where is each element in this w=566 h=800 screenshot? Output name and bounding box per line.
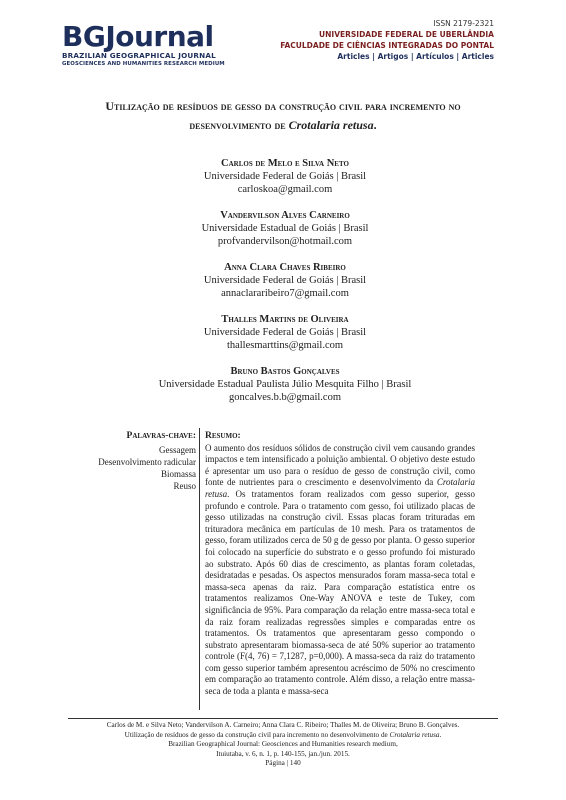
- keyword: Reuso: [173, 481, 196, 491]
- footer-rule: [68, 718, 498, 719]
- issn: ISSN 2179-2321: [433, 19, 494, 28]
- author-email[interactable]: thallesmarttins@gmail.com: [226, 340, 344, 351]
- university-name: UNIVERSIDADE FEDERAL DE UBERLÂNDIA: [319, 30, 494, 39]
- author-block: [150, 313, 420, 352]
- author-block: [120, 365, 450, 404]
- author-affiliation: Universidade Federal de Goiás | Brasil: [203, 275, 367, 286]
- keyword: Biomassa: [161, 469, 196, 479]
- author-block: [150, 157, 420, 196]
- logo-tagline: GEOSCIENCES AND HUMANITIES RESEARCH MEDIUM: [62, 61, 225, 67]
- author-name: Vandervilson Alves Carneiro: [220, 210, 350, 221]
- author-affiliation: Universidade Estadual de Goiás | Brasil: [201, 223, 369, 234]
- author-affiliation: Universidade Federal de Goiás | Brasil: [203, 171, 367, 182]
- abstract: [205, 431, 475, 698]
- page-number: Página | 140: [265, 759, 301, 767]
- keywords-title: Palavras-chave:: [126, 431, 196, 441]
- keyword: Gessagem: [159, 445, 196, 455]
- keywords-panel: [95, 430, 196, 492]
- author-name: Carlos de Melo e Silva Neto: [221, 158, 349, 169]
- author-affiliation: Universidade Federal de Goiás | Brasil: [203, 327, 367, 338]
- author-email[interactable]: annaclararibeiro7@gmail.com: [221, 288, 349, 299]
- abstract-text: O aumento dos resíduos sólidos de construção civil vem causando grandes impactos e tem intensificado a poluição ambiental. O objetivo deste estudo é apresentar um uso para o resíduo de gesso de construção civil, como fonte de nutrientes para o crescimento e desenvolvimento da: [205, 442, 475, 488]
- abstract-title: Resumo:: [205, 431, 241, 441]
- citation-journal: Brazilian Geographical Journal: Geosciences and Humanities research medium,: [168, 740, 398, 748]
- abstract-text-cont: . Os tratamentos foram realizados com gesso superior, gesso profundo e controle. Para o tratamento com gesso, foi utilizado placas de gesso utilizadas na construção civil. Essas placas foram trituradas em trituradora mecânica em partículas de 10 mesh. Para os tratamentos de gesso, foram utilizados cerca de 50 g de gesso por planta. O gesso superior foi colocado na superfície do substrato e o gesso profundo foi misturado ao substrato. Após 60 dias de crescimento, as plantas foram coletadas, desidratadas e pesadas. Os aspectos mensurados foram massa-seca total e massa-seca apenas da raiz. Para comparação estatística entre os tratamentos realizamos One-Way ANOVA e teste de Tukey, com significância de 95%. Para comparação da relação entre massa-seca total e da raiz foram realizadas regressões simples e comparadas entre os tratamentos. Os tratamentos que apresentaram gesso compondo o substrato apresentaram biomassa-seca de até 50% superior ao tratamento controle (F(4, 76) = 7,1287, p=0,000). A massa-seca da raiz do tratamento com gesso superior também apresentou acréscimo de 50% no crescimento em comparação ao tratamento controle. Além disso, a relação entre massa-seca de toda a planta e massa-seca: [205, 488, 475, 697]
- footer-citation: [68, 721, 498, 769]
- column-divider: [199, 428, 200, 710]
- author-email[interactable]: goncalves.b.b@gmail.com: [228, 392, 342, 403]
- author-email[interactable]: profvandervilson@hotmail.com: [217, 236, 353, 247]
- citation-title: Utilização de resíduos de gesso da construção civil para incremento no desenvolvimento de Crotalaria retusa.: [124, 730, 442, 739]
- faculty-name: FACULDADE DE CIÊNCIAS INTEGRADAS DO PONTAL: [280, 41, 494, 50]
- logo-title: BGJournal: [62, 20, 214, 53]
- article-title: [70, 97, 496, 135]
- author-name: Thalles Martins de Oliveira: [221, 314, 349, 325]
- citation-authors: Carlos de M. e Silva Neto; Vandervilson A. Carneiro; Anna Clara C. Ribeiro; Thalles M. de Oliveira; Bruno B. Gonçalves.: [106, 721, 460, 729]
- abstract-species: Crotalaria retusa: [205, 477, 476, 499]
- section-labels: Articles | Artigos | Artículos | Articles: [337, 52, 494, 61]
- institution-block: [280, 18, 494, 62]
- author-block: [150, 261, 420, 300]
- title-species: Crotalaria retusa: [288, 118, 374, 132]
- title-text: Utilização de resíduos de gesso da construção civil para incremento no desenvolvimento de: [105, 99, 461, 132]
- author-name: Bruno Bastos Gonçalves: [230, 366, 340, 377]
- logo-subtitle: BRAZILIAN GEOGRAPHICAL JOURNAL: [62, 51, 216, 60]
- title-end: .: [373, 118, 377, 132]
- keyword: Desenvolvimento radicular: [98, 457, 196, 467]
- journal-logo: [62, 20, 225, 67]
- author-affiliation: Universidade Estadual Paulista Júlio Mesquita Filho | Brasil: [158, 379, 412, 390]
- author-email[interactable]: carloskoa@gmail.com: [237, 184, 333, 195]
- author-name: Anna Clara Chaves Ribeiro: [224, 262, 346, 273]
- author-block: [150, 209, 420, 248]
- citation-volume: Ituiutaba, v. 6, n. 1, p. 140-155, jan./jun. 2015.: [216, 749, 350, 758]
